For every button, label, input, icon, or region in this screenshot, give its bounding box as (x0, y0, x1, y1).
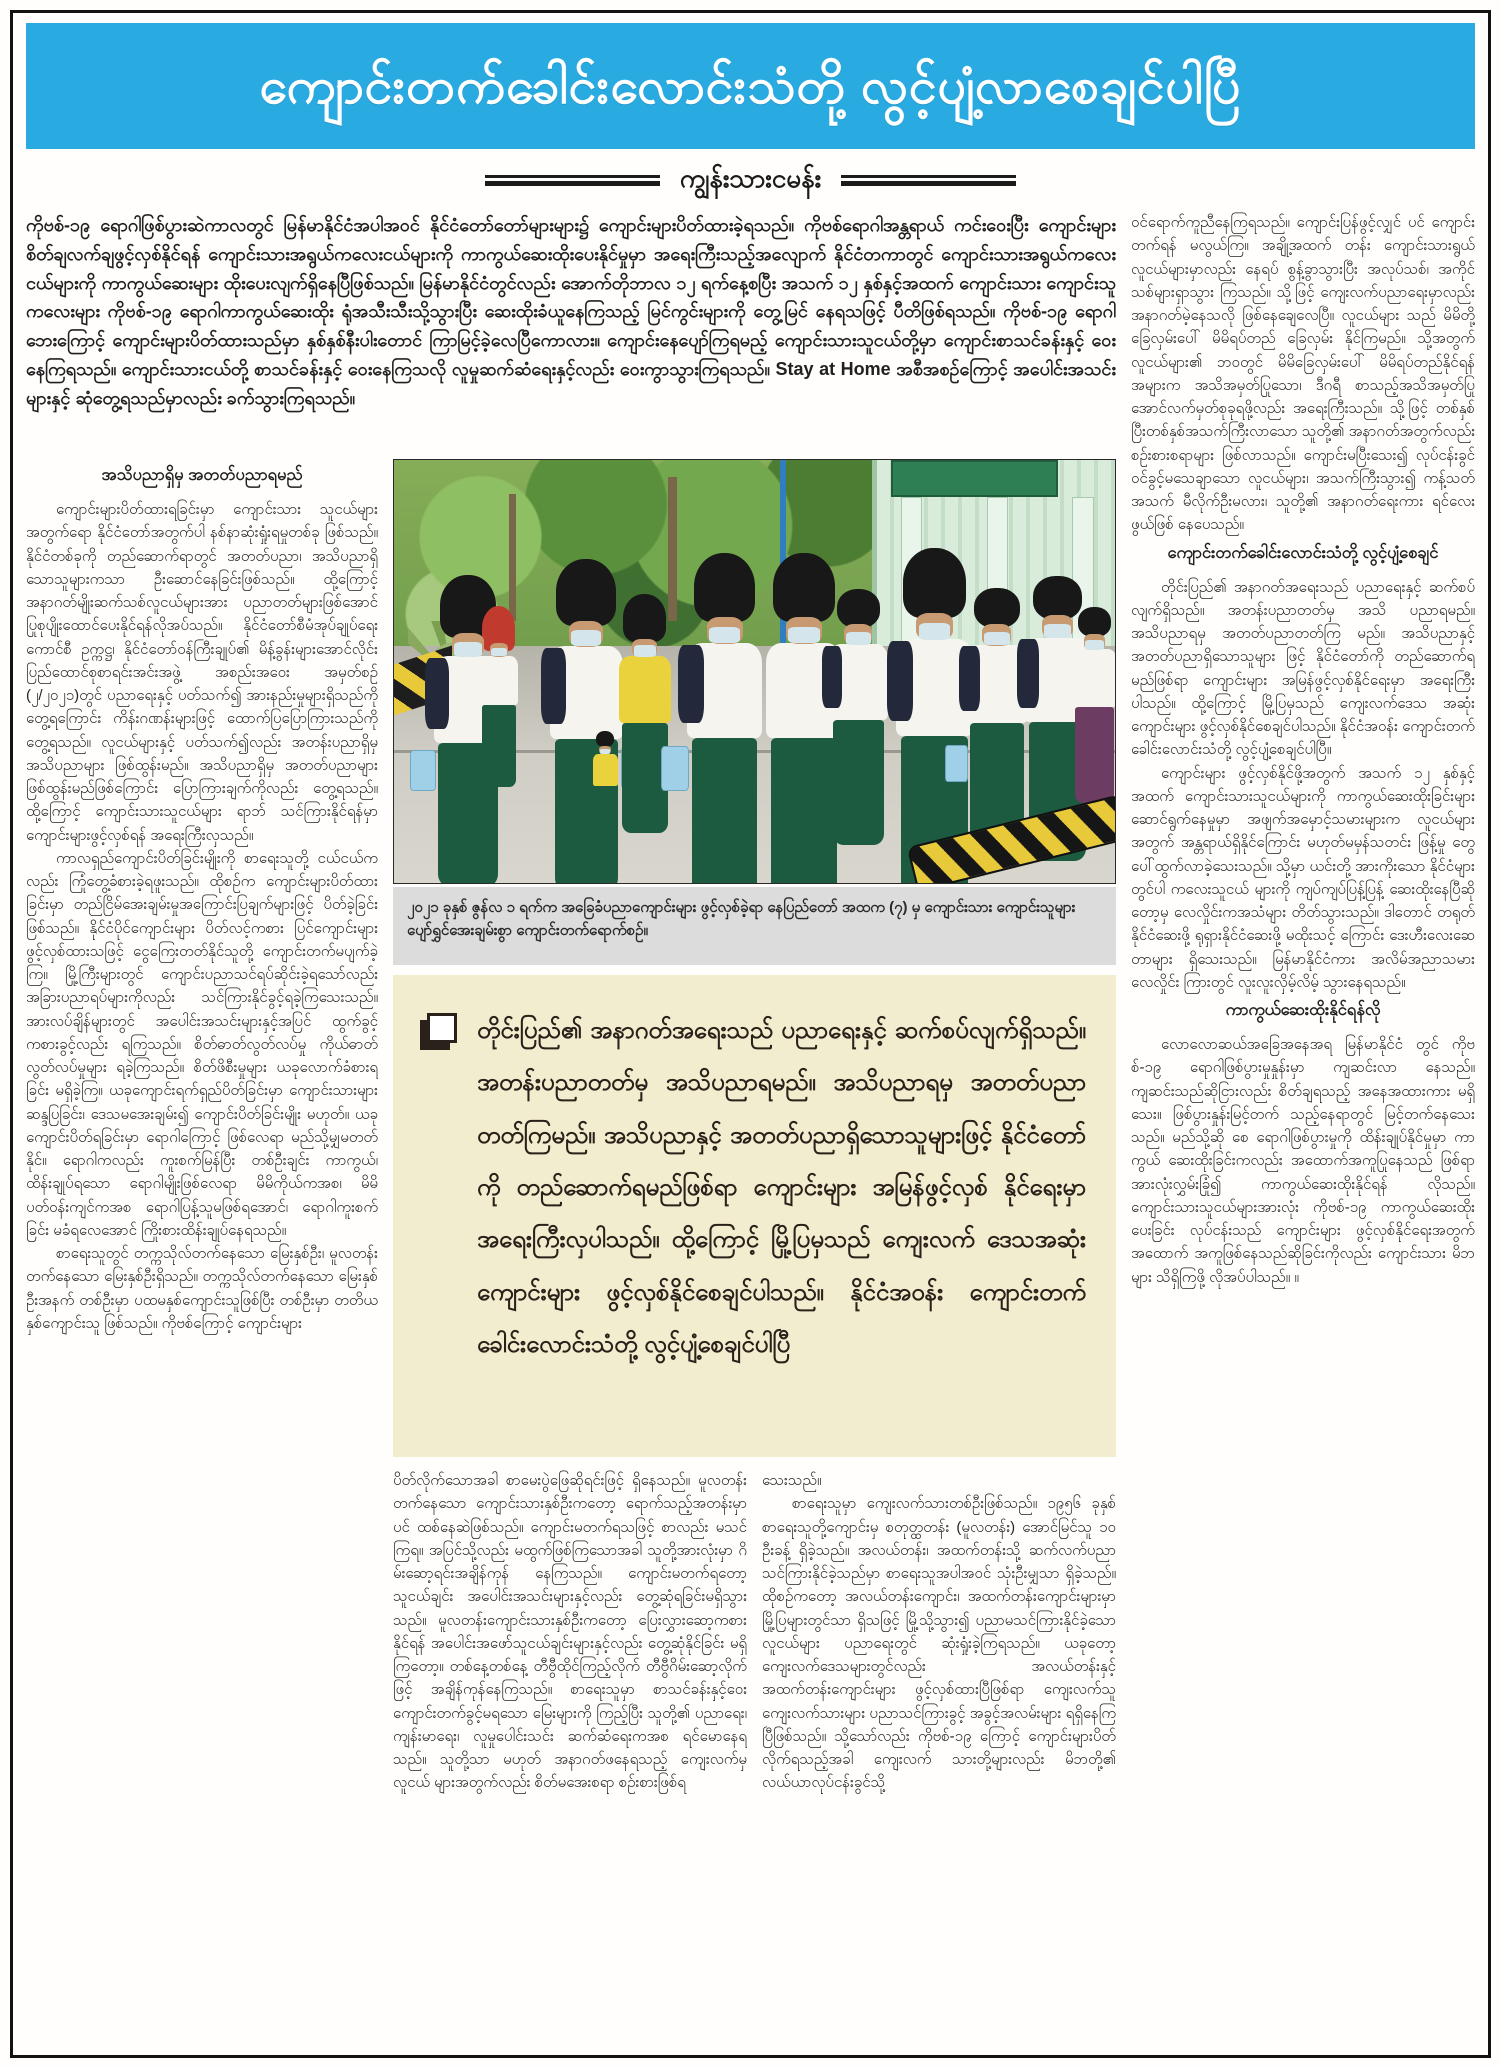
section-heading-vaccination: ကာကွယ်ဆေးထိုးနိုင်ရန်လို (1225, 1001, 1381, 1019)
backpack (678, 645, 704, 723)
byline (26, 149, 1475, 211)
paragraph: ကာလရှည်ကျောင်းပိတ်ခြင်းမျိုးကို စာရေးသူတို့ ငယ်ငယ်ကလည်း ကြုံတွေ့ခံစားခဲ့ရဖူးသည်။ ထိုစဉ်က ကျောင်းများပိတ်ထားခြင်းမှာ တည်ငြိမ်အေးချမ်းမှုအကြောင်းပြချက်များဖြင့် ပိတ်ခဲ့ခြင်းဖြစ်သည်။ နိုင်ငံပိုင်ကျောင်းများ ပိတ်လင့်ကစား ပြင်ကျောင်းများ ဖွင့်လှစ်ထားသဖြင့် ငွေကြေးတတ်နိုင်သူတို့ ကျောင်းတက်မပျက်ခဲ့ကြ။ မြို့ကြီးများတွင် ကျောင်းပညာသင်ရပ်ဆိုင်းခဲ့ရသော်လည်း အခြားပညာရပ်များကိုလည်း သင်ကြားနိုင်ခွင့်ရခဲ့ကြသေးသည်။ အားလပ်ချိန်များတွင် အပေါင်းအသင်းများနှင့်အပြင် ထွက်ခွင့် ကစားခွင့်လည်း ရကြသည်။ စိတ်ဓာတ်လွတ်လပ်မှု ကိုယ်ဓာတ်လွတ်လပ်မှုများ ရခဲ့ကြသည်။ စိတ်ဖိစီးမှုများ ယခုလောက်ခံစားရခြင်း မရှိခဲ့ကြ။ ယခုကျောင်းရက်ရှည်ပိတ်ခြင်းမှာ ကျောင်းသားများ ဆန္ဒပြခြင်း၊ ဒေသမအေးချမ်း၍ ကျောင်းပိတ်ခြင်းမျိုး မဟုတ်။ ယခု ကျောင်းပိတ်ရခြင်းမှာ ရောဂါကြောင့် ဖြစ်လေရာ မည်သို့မျှမတတ်နိုင်။ ရောဂါကလည်း ကူးစက်မြန်ပြီး တစ်ဦးချင်း ကာကွယ်၊ ထိန်းချုပ်ရသော ရောဂါမျိုးဖြစ်လေရာ မိမိကိုယ်ကအစ၊ မိမိပတ်ဝန်းကျင်ကအစ ရောဂါပြန့်သူမဖြစ်ရအောင်၊ ရောဂါကူးစက်ခြင်း မခံရလေအောင် ကြိုးစားထိန်းချုပ်နေရသည်။ (26, 849, 378, 1239)
lunch-bag (410, 750, 435, 791)
figure-hair (1078, 607, 1112, 637)
columns-row (26, 459, 1116, 2045)
backpack (425, 658, 448, 729)
face-mask (1085, 640, 1104, 650)
paragraph: လောလောဆယ်အခြေအနေအရ မြန်မာနိုင်ငံ တွင် ကိုဗစ်-၁၉ ရောဂါဖြစ်ပွားမှုနှုန်းမှာ ကျဆင်းလာ နေသည်။ ကျဆင်းသည်ဆိုငြားလည်း စိတ်ချရသည့် အနေအထားကား မရှိသေး။ ဖြစ်ပွားနှုန်းမြင့်တက် သည့်နေရာတွင် မြင့်တက်နေသေးသည်။ မည်သို့ဆို စေ ရောဂါဖြစ်ပွားမှုကို ထိန်းချုပ်နိုင်မှုမှာ ကာကွယ် ဆေးထိုးခြင်းကလည်း အထောက်အကူပြုနေသည် ဖြစ်ရာ အားလုံးလွှမ်းခြုံ၍ ကာကွယ်ဆေးထိုးနိုင်ရန် လိုသည်။ ကျောင်းသားသူငယ်များအားလုံး ကိုဗစ်-၁၉ ကာကွယ်ဆေးထိုးပေးခြင်း လုပ်ငန်းသည် ကျောင်းများ ဖွင့်လှစ်နိုင်ရေးအတွက် အထောက် အကူဖြစ်နေသည်ဆိုခြင်းကိုလည်း ကျောင်းသား မိဘများ သိရှိကြဖို့ လိုအပ်ပါသည်။ ။ (1131, 1036, 1475, 1286)
byline-author: ကျွန်းသားငမန်း (679, 162, 822, 193)
figure-face (786, 617, 822, 643)
byline-rule-right (841, 175, 1016, 186)
paragraph: ကျောင်းများပိတ်ထားရခြင်းမှာ ကျောင်းသား သူငယ်များအတွက်ရော နိုင်ငံတော်အတွက်ပါ နစ်နာဆုံးရှုံးရမှုတစ်ခု ဖြစ်သည်။ နိုင်ငံတစ်ခုကို တည်ဆောက်ရာတွင် အတတ်ပညာ၊ အသိပညာရှိသောသူများကသာ ဦးဆောင်နေခြင်းဖြစ်သည်။ ထို့ကြောင့် အနာဂတ်မျိုးဆက်သစ်လူငယ်များအား ပညာတတ်များဖြစ်အောင် ပြုစုပျိုးထောင်ပေးနိုင်ရန်လိုအပ်သည်။ နိုင်ငံတော်စီမံအုပ်ချုပ်ရေးကောင်စီ ဥက္ကဋ္ဌ၊ နိုင်ငံတော်ဝန်ကြီးချုပ်၏ မိန့်ခွန်းများအောင်လိုင်း ပြည်ထောင်စုစာရင်းအင်းအဖွဲ့ အစည်းအဝေး အမှတ်စဉ် (၂/၂၀၂၁)တွင် ပညာရေးနှင့် ပတ်သက်၍ အားနည်းမှုများရှိသည်ကို တွေ့ရကြောင်း ကိန်းဂဏန်းများဖြင့် ထောက်ပြပြောကြားသည်ကို တွေ့ရသည်။ လူငယ်များနှင့် ပတ်သက်၍လည်း အတန်းပညာရှိမှ အသိပညာများ ဖြစ်ထွန်းမည်။ အသိပညာရှိမှ အတတ်ပညာများ ဖြစ်ထွန်းမည်ဖြစ်ကြောင်း ပြောကြားချက်ကိုလည်း တွေ့ရသည်။ ထို့ကြောင့် ကျောင်းသားသူငယ်များ ရာဘ် သင်ကြားနိုင်ရန်မှာ ကျောင်းများဖွင့်လှစ်ရန် အရေးကြီးလှသည်။ (26, 501, 378, 844)
figure-hair (623, 594, 666, 642)
figure-face (707, 617, 743, 643)
figure-face (1084, 634, 1106, 650)
lunch-bag (945, 745, 968, 782)
backpack (959, 646, 980, 710)
left-area (26, 211, 1116, 2045)
figure-shirt (479, 656, 518, 705)
paragraph: ပိတ်လိုက်သောအခါ စာမေးပွဲဖြေဆိုရင်းဖြင့် ရှိနေသည်။ မူလတန်းတက်နေသော ကျောင်းသားနှစ်ဦးကတော့ ရောက်သည့်အတန်းမှာပင် ထစ်နေဆဲဖြစ်သည်။ ကျောင်းမတက်ရသဖြင့် စာလည်း မသင်ကြရ။ အပြင်သို့လည်း မထွက်ဖြစ်ကြသောအခါ သူတို့အားလုံးမှာ ဂိမ်းဆော့ရင်းအချိန်ကုန် နေကြသည်။ ကျောင်းမတက်ရတော့ သူငယ်ချင်း အပေါင်းအသင်းများနှင့်လည်း တွေ့ဆုံရခြင်းမရှိသွားသည်။ မူလတန်းကျောင်းသားနှစ်ဦးကတော့ ပြေးလွှားဆော့ကစားနိုင်ရန် အပေါင်းအဖော်သူငယ်ချင်းများနှင့်လည်း တွေ့ဆုံနိုင်ခြင်း မရှိကြတော့။ တစ်နေ့တစ်နေ့ တီဗွီထိုင်ကြည့်လိုက် တီဗွီဂိမ်းဆော့လိုက်ဖြင့် အချိန်ကုန်နေကြသည်။ စာရေးသူမှာ စာသင်ခန်းနှင့်ဝေး ကျောင်းတက်ခွင့်မရသော မြေးများကို ကြည့်ပြီး သူတို့၏ ပညာရေး၊ ကျန်းမာရေး၊ လူမှုပေါင်းသင်း ဆက်ဆံရေးကအစ ရင်မောနေရသည်။ သူတို့သာ မဟုတ် အနာဂတ်ဖနေရသည့် ကျေးလက်မှ လူငယ် များအတွက်လည်း စိတ်မအေးစရာ စဉ်းစားဖြစ်ရ (393, 1472, 747, 1792)
lunch-bag (661, 746, 689, 791)
article-body (26, 211, 1475, 2045)
figure-face (452, 633, 484, 657)
figure-face (844, 624, 872, 645)
figure-shirt (593, 754, 618, 786)
paragraph: သေးသည်။ (762, 1472, 822, 1489)
figure-face (569, 621, 604, 647)
section-heading-bells: ကျောင်းတက်ခေါင်းလောင်းသံတို့ လွင့်ပျံ့စေချင် (1167, 543, 1439, 562)
face-mask (634, 645, 656, 656)
figure-longyi (594, 786, 616, 839)
figure-longyi (1075, 707, 1115, 803)
figure-face (599, 746, 611, 755)
figure-hair (974, 588, 1019, 629)
column-4 (1131, 211, 1475, 2045)
headline-banner (26, 23, 1475, 149)
paragraph: စာရေးသူမှာ ကျေးလက်သားတစ်ဦးဖြစ်သည်။ ၁၉၅၆ ခုနှစ် စာရေးသူတို့ကျောင်းမှ စတုတ္ထတန်း (မူလတန်း) အောင်မြင်သူ ၁၀ ဦးခန့် ရှိခဲ့သည်။ အလယ်တန်း၊ အထက်တန်းသို့ ဆက်လက်ပညာ သင်ကြားနိုင်ခဲ့သည်မှာ စာရေးသူအပါအဝင် သုံးဦးမျှသာ ရှိခဲ့သည်။ ထိုစဉ်ကတော့ အလယ်တန်းကျောင်း၊ အထက်တန်းကျောင်းများမှာ မြို့ပြများတွင်သာ ရှိသဖြင့် မြို့သို့သွား၍ ပညာမသင်ကြားနိုင်ခဲ့သော လူငယ်များ ပညာရေးတွင် ဆုံးရှုံးခဲ့ကြရသည်။ ယခုတော့ ကျေးလက်ဒေသများတွင်လည်း အလယ်တန်းနှင့် အထက်တန်းကျောင်းများ ဖွင့်လှစ်ထားပြီဖြစ်ရာ ကျေးလက်သူ ကျေးလက်သားများ ပညာသင်ကြားခွင့် အခွင့်အလမ်းများ ရရှိနေကြပြီဖြစ်သည်။ သို့သော်လည်း ကိုဗစ်-၁၉ ကြောင့် ကျောင်းများပိတ်လိုက်ရသည့်အခါ ကျေးလက် သားတို့များလည်း မိဘတို့၏ လယ်ယာလုပ်ငန်းခွင်သို့ (762, 1495, 1116, 1792)
figure-hair (596, 731, 614, 748)
figure-face (1042, 615, 1073, 638)
backpack (1017, 639, 1039, 708)
face-mask (571, 630, 601, 646)
figure-hair (556, 559, 616, 626)
paragraph: ကျောင်းများ ဖွင့်လှစ်နိုင်ဖို့အတွက် အသက် ၁၂ နှစ်နှင့်အထက် ကျောင်းသားသူငယ်များကို ကာကွယ်ဆေးထိုးခြင်းများ ဆောင်ရွက်နေမှုမှာ အဖျက်အမှောင့်သမားများက လူငယ်များအတွက် အန္တရာယ်ရှိနိုင်ကြောင်း မဟုတ်မမှန်သတင်း ဖြန့်မှု တွေ ပေါ်ထွက်လာခဲ့သေးသည်။ သို့မှာ ယင်းတို့ အားကိုးသော နိုင်ငံများတွင်ပါ ကလေးသူငယ် များကို ကျပ်ကျပ်ပြန့်ပြန့် ဆေးထိုးနေပြီဆိုတော့မှ လေလှိုင်းကအသံများ တိတ်သွားသည်။ ဒါတောင် တရုတ်နိုင်ငံဆေးဖို့ ရုရှားနိုင်ငံဆေးဖို့ မထိုးသင့် ကြောင်း ဒေးဟီးလေးဆေတာများ ရှိသေးသည်။ မြန်မာနိုင်ငံကား အလိမ်အညာသမား လေလှိုင်း ကြားတွင် လူးလူးလှိမ့်လိမ့် သွားနေရသည်။ (1131, 764, 1475, 991)
backpack (541, 648, 566, 724)
face-mask (491, 648, 507, 656)
middle-area (393, 459, 1116, 2045)
pull-quote-box (393, 975, 1116, 1457)
pull-quote-text: တိုင်းပြည်၏ အနာဂတ်အရေးသည် ပညာရေးနှင့် ဆက်စပ်လျက်ရှိသည်။ အတန်းပညာတတ်မှ အသိပညာရမည်။ အသိပညာရမှ အတတ်ပညာ တတ်ကြမည်။ အသိပညာနှင့် အတတ်ပညာရှိသောသူများဖြင့် နိုင်ငံတော်ကို တည်ဆောက်ရမည်ဖြစ်ရာ ကျောင်းများ အမြန်ဖွင့်လှစ် နိုင်ရေးမှာ အရေးကြီးလှပါသည်။ ထို့ကြောင့် မြို့ပြမှသည် ကျေးလက် ဒေသအဆုံး ကျောင်းများ ဖွင့်လှစ်နိုင်စေချင်ပါသည်။ နိုင်ငံအဝန်း ကျောင်းတက်ခေါင်းလောင်းသံတို့ လွင့်ပျံ့စေချင်ပါပြီ (477, 1017, 1086, 1358)
face-mask (846, 632, 871, 645)
figure-shirt (687, 643, 762, 739)
figure-hair (485, 620, 514, 646)
column-2 (393, 1469, 747, 2045)
column-1 (26, 459, 378, 2045)
student-figure (1065, 607, 1116, 807)
paragraph: တိုင်းပြည်၏ အနာဂတ်အရေးသည် ပညာရေးနှင့် ဆက်စပ်လျက်ရှိသည်။ အတန်းပညာတတ်မှ အသိ ပညာရမည်။ အသိပညာရမှ အတတ်ပညာတတ်ကြ မည်။ အသိပညာနှင့် အတတ်ပညာရှိသောသူများ ဖြင့် နိုင်ငံတော်ကို တည်ဆောက်ရမည်ဖြစ်ရာ ကျောင်းများ အမြန်ဖွင့်လှစ်နိုင်ရေးမှာ အရေးကြီး ပါသည်။ ထို့ကြောင့် မြို့ပြမှသည် ကျေးလက်ဒေသ အဆုံး ကျောင်းများ ဖွင့်လှစ်နိုင်စေချင်ပါသည်။ နိုင်ငံအဝန်း ကျောင်းတက်ခေါင်းလောင်းသံတို့ လွင့်ပျံ့စေချင်ပါပြီ။ (1131, 578, 1475, 759)
intro-paragraph: ကိုဗစ်-၁၉ ရောဂါဖြစ်ပွားဆဲကာလတွင် မြန်မာနိုင်ငံအပါအဝင် နိုင်ငံတော်တော်များများ၌ ကျောင်းများပိတ်ထားခဲ့ရသည်။ ကိုဗစ်ရောဂါအန္တရာယ် ကင်းဝေးပြီး ကျောင်းများ စိတ်ချလက်ချဖွင့်လှစ်နိုင်ရန် ကျောင်းသားအရွယ်ကလေးငယ်များကို ကာကွယ်ဆေးထိုးပေးနိုင်မှုမှာ အရေးကြီးသည့်အလျောက် နိုင်ငံတကာတွင် ကျောင်းသားအရွယ်ကလေးငယ်များကို ကာကွယ်ဆေးများ ထိုးပေးလျက်ရှိနေပြီဖြစ်သည်။ မြန်မာနိုင်ငံတွင်လည်း အောက်တိုဘာလ ၁၂ ရက်နေ့စပြီး အသက် ၁၂ နှစ်နှင့်အထက် ကျောင်းသား ကျောင်းသူကလေးများ ကိုဗစ်-၁၉ ရောဂါကာကွယ်ဆေးထိုး ရုံအသီးသီးသို့သွားပြီး ဆေးထိုးခံယူနေကြသည့် မြင်ကွင်းများကို တွေ့မြင် နေရသဖြင့် ပီတိဖြစ်ရသည်။ ကိုဗစ်-၁၉ ရောဂါဘေးကြောင့် ကျောင်းများပိတ်ထားသည်မှာ နှစ်နှစ်နီးပါးတောင် ကြာမြင့်ခဲ့လေပြီကောလား။ ကျောင်းနေပျော်ကြရမည့် ကျောင်းသားသူငယ်တို့မှာ ကျောင်းစာသင်ခန်းနှင့် ဝေးနေကြရသည်။ ကျောင်းသားငယ်တို့ စာသင်ခန်းနှင့် ဝေးနေကြသလို လူမှုဆက်ဆံရေးနှင့်လည်း ဝေးကွာသွားကြရသည်။ Stay at Home အစီအစဉ်ကြောင့် အပေါင်းအသင်းများနှင့် ဆုံတွေ့ရသည်မှာလည်း ခက်သွားကြရသည်။ (26, 215, 1116, 408)
backpack (887, 641, 913, 721)
backpack (822, 646, 842, 708)
figure-longyi (692, 738, 757, 884)
paragraph: စာရေးသူတွင် တက္ကသိုလ်တက်နေသော မြေးနှစ်ဦး၊ မူလတန်းတက်နေသော မြေးနှစ်ဦးရှိသည်။ တက္ကသိုလ်တက်နေသော မြေးနှစ်ဦးအနက် တစ်ဦးမှာ ပထမနှစ်ကျောင်းသူဖြစ်ပြီး တစ်ဦးမှာ တတိယနှစ်ကျောင်းသူ ဖြစ်သည်။ ကိုဗစ်ကြောင့် ကျောင်းများ (26, 1245, 378, 1332)
figure-hair (837, 589, 881, 628)
square-bullet-icon (427, 1013, 457, 1043)
section-heading-knowledge: အသိပညာရှိမှ အတတ်ပညာရမည် (101, 466, 303, 484)
page-border-frame (10, 10, 1491, 2058)
figure-face (632, 639, 657, 657)
face-mask (984, 632, 1010, 645)
figure-face (916, 613, 952, 640)
byline-rule-left (485, 175, 660, 186)
figure-face (982, 624, 1011, 646)
figure-shirt (829, 644, 888, 719)
column-3 (762, 1469, 1116, 2045)
article-title: ကျောင်းတက်ခေါင်းလောင်းသံတို့ လွင့်ပျံ့လာစေချင်ပါပြီ (259, 57, 1242, 114)
face-mask (788, 627, 819, 643)
photo-caption: ၂၀၂၁ ခုနှစ် ဇွန်လ ၁ ရက်က အခြေခံပညာကျောင်းများ ဖွင့်လှစ်ခဲ့ရာ နေပြည်တော် အထက (၇) မှ ကျောင်းသား ကျောင်းသူများ ပျော်ရွှင်အေးချမ်းစွာ ကျောင်းတက်ရောက်စဉ်။ (393, 887, 1116, 965)
figure-face (490, 643, 508, 657)
figure-hair (694, 553, 755, 622)
face-mask (454, 642, 483, 657)
figure-longyi (482, 705, 516, 787)
lower-columns (393, 1469, 1116, 2045)
figure-shirt (1072, 649, 1116, 707)
face-mask (1044, 624, 1072, 638)
figure-shirt (619, 656, 671, 723)
face-mask (709, 627, 740, 643)
paragraph: ဝင်ရောက်ကူညီနေကြရသည်။ ကျောင်းပြန်ဖွင့်လျှင် ပင် ကျောင်းတက်ရန် မလွယ်ကြ။ အချို့အထက် တန်း ကျောင်းသားရွယ်လူငယ်များမှာလည်း နေရပ် စွန့်ခွာသွားပြီး အလုပ်သစ်၊ အကိုင်သစ်များရှာသွား ကြသည်။ သို့ဖြင့် ကျေးလက်ပညာရေးမှာလည်း အနာဂတ်မဲ့နေသလို ဖြစ်နေချေလေပြီ။ လူငယ်များ သည် မိမိတို့ခြေလှမ်းပေါ် မိမိရပ်တည် ခြေလှမ်း နိုင်ကြမည်။ သို့အတွက် လူငယ်များ၏ ဘဝတွင် မိမိခြေလှမ်းပေါ် မိမိရပ်တည်နိုင်ရန် အများက အသိအမှတ်ပြုသော၊ ဒီဂရီ စာသည့်အသိအမှတ်ပြု အောင်လက်မှတ်စုခုရဖို့လည်း အရေးကြီးသည်။ သို့ဖြင့် တစ်နှစ်ပြီးတစ်နှစ်အသက်ကြီးလာသော သူတို့၏ အနာဂတ်အတွက်လည်း စဉ်းစားစရာများ ဖြစ်လာသည်။ ကျောင်းမပြီးသေး၍ လုပ်ငန်းခွင် ဝင်ခွင့်မသေချာသော လူငယ်များ၊ အသက်ကြီးသွား၍ ကန့်သတ်အသက် မီလိုက်ဦးမလား၊ သူတို့၏ အနာဂတ်ရေးကား ရင်လေးဖွယ်ဖြစ် နေပေသည်။ (1131, 214, 1475, 534)
face-mask (600, 749, 610, 754)
building-sign (891, 460, 1058, 497)
figure-longyi (833, 720, 884, 845)
face-mask (919, 623, 951, 640)
student-figure (589, 731, 622, 841)
photo-students-walking (393, 459, 1116, 884)
